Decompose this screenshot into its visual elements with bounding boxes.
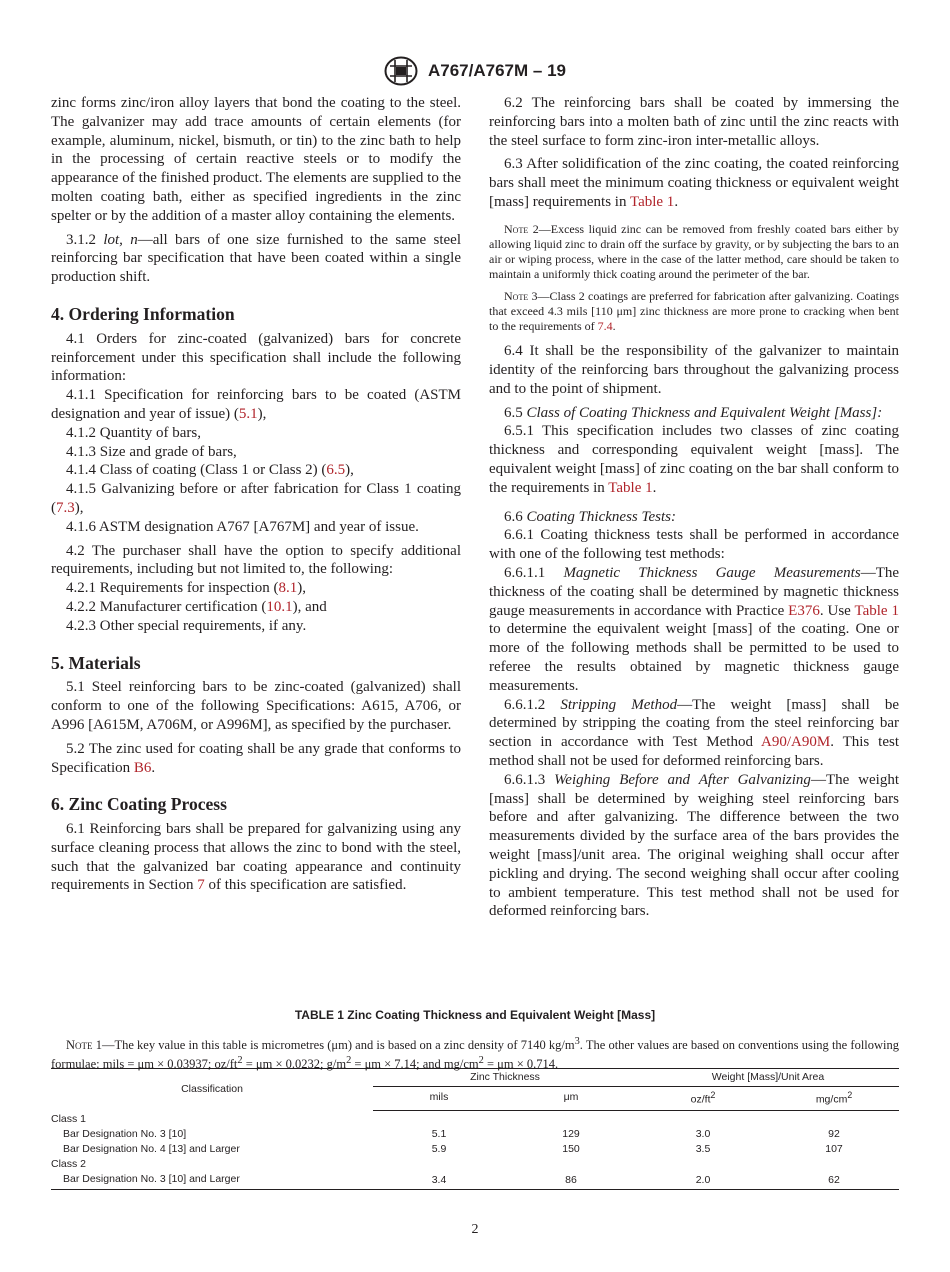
table-1-caption: TABLE 1 Zinc Coating Thickness and Equivalent Weight [Mass]	[294, 1008, 656, 1022]
cell-mg-cm2: 62	[769, 1172, 899, 1190]
para-4-2-2: 4.2.2 Manufacturer certification (10.1), and	[66, 598, 327, 615]
para-6-1: 6.1 Reinforcing bars shall be prepared for galvanizing using any surface cleaning process that allows the zinc to bond with the steel, such that the galvanized bar coating appearance and continuity requirements in Section 7 of this specification are satisfied.	[51, 821, 461, 894]
row-label: Bar Designation No. 3 [10]	[63, 1128, 187, 1140]
para-3-1-1-continued: zinc forms zinc/iron alloy layers that bond the coating to the steel. The galvanizer may add trace amounts of certain elements (for example, aluminum, nickel, bismuth, or tin) to the zinc bath to help in the processing of certain reactive steels or to modify the appearance of the finished product. The elements are supplied to the molten coating bath, either as specified ingredients in the zinc spelter or by the addition of a master alloy containing the elements.	[51, 95, 461, 224]
para-5-1: 5.1 Steel reinforcing bars to be zinc-coated (galvanized) shall conform to one of the following Specifications: A615, A706, or A996 [A615M, A706M, or A996M], as specified by the purchaser.	[51, 679, 461, 733]
ref-table-1-link[interactable]: Table 1	[854, 602, 899, 619]
astm-logo-icon	[384, 56, 418, 86]
cell-um: 86	[505, 1172, 637, 1190]
cell-oz-ft2: 2.0	[637, 1172, 769, 1190]
ref-7-4-link[interactable]: 7.4	[597, 319, 613, 333]
table-row	[51, 1142, 899, 1157]
section-heading-4: 4. Ordering Information	[51, 303, 235, 324]
ref-table-1-link[interactable]: Table 1	[608, 479, 653, 496]
cell-mils: 3.4	[373, 1172, 505, 1190]
column-header-classification: Classification	[181, 1083, 243, 1095]
ref-section-7-link[interactable]: 7	[197, 877, 205, 894]
table-row	[51, 1127, 899, 1142]
para-6-3: 6.3 After solidification of the zinc coating, the coated reinforcing bars shall meet the minimum coating thickness or equivalent weight [mass] requirements in Table 1.	[489, 156, 899, 210]
ref-6-5-link[interactable]: 6.5	[326, 462, 346, 479]
section-heading-6: 6. Zinc Coating Process	[51, 794, 227, 815]
table-1	[51, 1068, 899, 1190]
para-4-1-3: 4.1.3 Size and grade of bars,	[66, 443, 237, 460]
para-6-6-1-1: 6.6.1.1 Magnetic Thickness Gauge Measurements—The thickness of the coating shall be determined by magnetic thickness gauge measurements in accordance with Practice E376. Use Table 1 to determine the equivalent weight [mass] of the coating. One or more of the following methods shall be permitted to be used to referee the results obtained by magnetic thickness gauge measurements.	[489, 564, 900, 694]
cell-um: 129	[562, 1128, 580, 1140]
class-label: Class 2	[51, 1158, 87, 1170]
page-header	[0, 56, 950, 86]
ref-b6-link[interactable]: B6	[133, 759, 152, 776]
cell-mg-cm2: 107	[825, 1143, 843, 1155]
para-6-6: 6.6 Coating Thickness Tests:	[504, 508, 676, 525]
para-6-6-1-3: 6.6.1.3 Weighing Before and After Galvanizing—The weight [mass] shall be determined by weighing steel reinforcing bars before and after galvanizing. The difference between the two measurements divided by the surface area of the bars provides the weight [mass]/unit area. The original weighing shall occur after pickling and drying. The second weighing shall occur after cooling to ambient temperature. This test method shall not be used for deformed reinforcing bars.	[489, 771, 899, 920]
ref-5-1-link[interactable]: 5.1	[238, 405, 258, 422]
column-header-um: μm	[505, 1087, 637, 1111]
para-4-1: 4.1 Orders for zinc-coated (galvanized) bars for concrete reinforcement under this specification shall include the following information:	[51, 330, 461, 385]
para-4-1-5: 4.1.5 Galvanizing before or after fabrication for Class 1 coating (7.3),	[51, 481, 461, 516]
cell-mg-cm2: 92	[828, 1128, 840, 1140]
ref-7-3-link[interactable]: 7.3	[56, 499, 75, 516]
para-6-2: 6.2 The reinforcing bars shall be coated by immersing the reinforcing bars into a molten bath of zinc until the zinc reacts with the steel surface to form zinc-iron inter-metallic alloys.	[489, 95, 899, 149]
cell-oz-ft2: 3.0	[695, 1128, 711, 1140]
table-row	[51, 1172, 899, 1190]
cell-mils: 5.1	[431, 1128, 447, 1140]
column-group-zinc-thickness: Zinc Thickness	[373, 1069, 637, 1087]
column-header-mg-cm2: $mg/cm^2$	[769, 1087, 899, 1111]
column-header-mils: mils	[373, 1087, 505, 1111]
para-3-1-2: 3.1.2 lot, n—all bars of one size furnished to the same steel reinforcing bar specification that have been coated within a single production shift.	[51, 231, 461, 286]
para-4-2-3: 4.2.3 Other special requirements, if any.	[66, 617, 307, 634]
para-6-6-1: 6.6.1 Coating thickness tests shall be performed in accordance with one of the following test methods:	[489, 527, 899, 563]
cell-um: 150	[562, 1143, 580, 1155]
note-3: Note 3—Class 2 coatings are preferred for fabrication after galvanizing. Coatings that exceed 4.3 mils [110 μm] zinc thickness are more prone to cracking when bent to the requirements of 7.4.	[489, 288, 900, 333]
para-6-6-1-2: 6.6.1.2 Stripping Method—The weight [mass] shall be determined by stripping the coating from the steel reinforcing bar section in accordance with Test Method A90/A90M. This test method shall not be used for deformed reinforcing bars.	[489, 696, 900, 769]
para-4-2: 4.2 The purchaser shall have the option to specify additional requirements, including but not limited to, the following:	[51, 542, 461, 578]
table-row-class-1	[51, 1110, 899, 1127]
row-label: Bar Designation No. 4 [13] and Larger	[63, 1143, 240, 1155]
para-4-1-1: 4.1.1 Specification for reinforcing bars to be coated (ASTM designation and year of issue) (5.1),	[51, 387, 461, 422]
document-designation: A767/A767M – 19	[428, 61, 566, 80]
ref-table-1-link[interactable]: Table 1	[629, 193, 675, 210]
para-4-1-4: 4.1.4 Class of coating (Class 1 or Class 2) (6.5),	[66, 462, 354, 479]
page-number: 2	[471, 1222, 479, 1237]
cell-oz-ft2: 3.5	[695, 1143, 711, 1155]
para-4-1-6: 4.1.6 ASTM designation A767 [A767M] and year of issue.	[66, 518, 419, 535]
section-heading-5: 5. Materials	[51, 652, 141, 673]
class-label: Class 1	[51, 1113, 87, 1125]
ref-e376-link[interactable]: E376	[788, 602, 820, 619]
table-1-note: Note 1—The key value in this table is micrometres (μm) and is based on a zinc density of 7140 $kg/m^3$. The other values are based on conventions using the following formulae: mils = μm × 0.03937; $oz/ft^2 = \mu m \times 0.0232$; $g/m^2 = \mu m \times 7.14$; and $mg/cm^2 = \mu m \times 0.714$.	[51, 1036, 900, 1072]
para-6-4: 6.4 It shall be the responsibility of the galvanizer to maintain identity of the reinforcing bars throughout the galvanizing process and to the point of shipment.	[489, 343, 899, 397]
ref-a90-link[interactable]: A90/A90M	[761, 734, 831, 751]
ref-8-1-link[interactable]: 8.1	[278, 580, 298, 597]
cell-mils: 5.9	[431, 1143, 447, 1155]
para-4-2-1: 4.2.1 Requirements for inspection (8.1),	[66, 580, 306, 597]
left-column	[51, 94, 461, 895]
ref-10-1-link[interactable]: 10.1	[266, 598, 293, 615]
para-6-5-1: 6.5.1 This specification includes two classes of zinc coating thickness and corresponding equivalent weight [mass]. The equivalent weight [mass] of zinc coating on the bar shall conform to the requirements in Table 1.	[489, 423, 899, 496]
table-row-class-2	[51, 1157, 899, 1172]
note-2: Note 2—Excess liquid zinc can be removed from freshly coated bars either by allowing liquid zinc to drain off the surface by gravity, or by subjecting the bars to an air or wiping process, where in the case of the latter method, care should be taken to maintain a uniformly thick coating around the perimeter of the bar.	[489, 221, 900, 282]
para-4-1-2: 4.1.2 Quantity of bars,	[66, 424, 201, 441]
para-5-2: 5.2 The zinc used for coating shall be any grade that conforms to Specification B6.	[51, 740, 461, 776]
right-column	[489, 94, 899, 921]
column-group-weight: Weight [Mass]/Unit Area	[637, 1069, 899, 1087]
row-label: Bar Designation No. 3 [10] and Larger	[51, 1172, 373, 1190]
para-6-5: 6.5 Class of Coating Thickness and Equivalent Weight [Mass]:	[504, 404, 883, 421]
column-header-oz-ft2: $oz/ft^2$	[637, 1087, 769, 1111]
